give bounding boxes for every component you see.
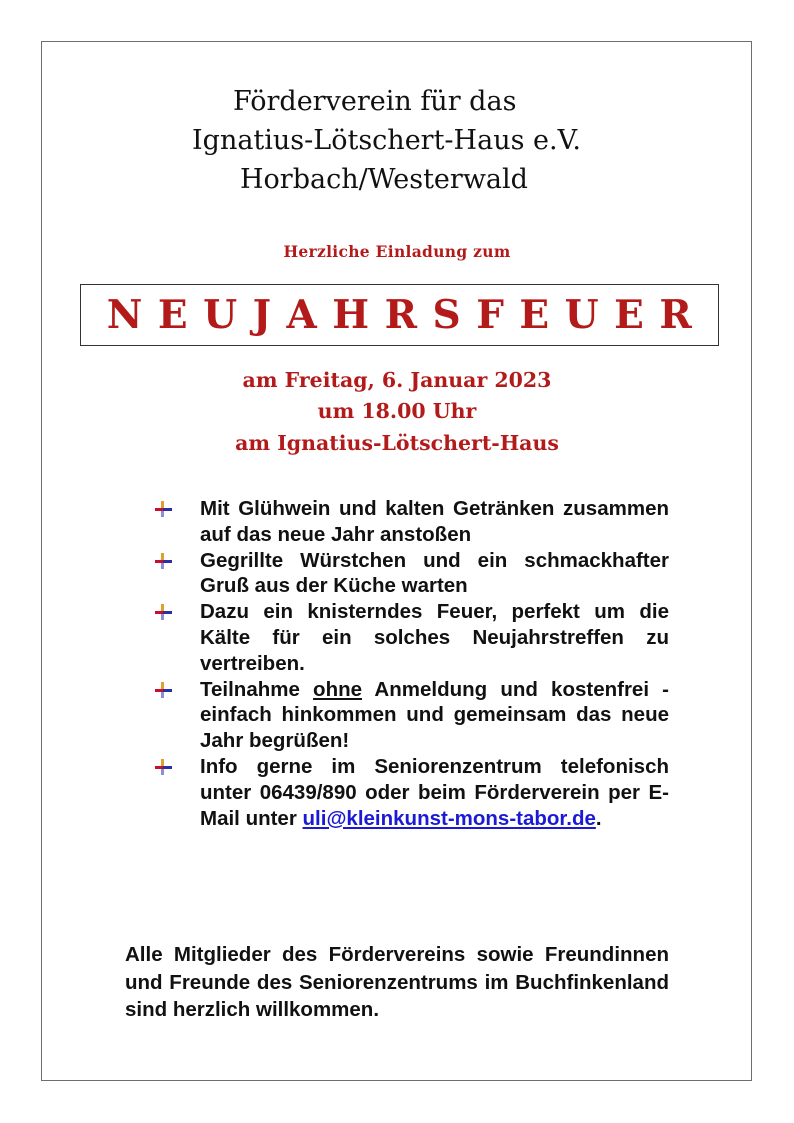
bullet-cross-icon [152, 759, 174, 775]
email-link[interactable]: uli@kleinkunst-mons-tabor.de [302, 806, 596, 830]
bullet-text-teilnahme-pre: Teilnahme [200, 677, 300, 701]
list-item [150, 548, 669, 600]
list-item [150, 677, 669, 754]
title-box [80, 284, 719, 346]
bullet-text-info: Info gerne im Seniorenzentrum telefonisch unter 06439/890 oder beim Förderverein per E-Mail unter [200, 754, 669, 830]
event-title: NEUJAHRSFEUER [106, 292, 708, 338]
bullet-text-wuerstchen: Gegrillte Würstchen und ein schmackhafter Gruß aus der Küche warten [200, 548, 669, 598]
bullet-cross-icon [152, 553, 174, 569]
bullet-cross-icon [152, 501, 174, 517]
closing-text: Alle Mitglieder des Fördervereins sowie Freundinnen und Freunde des Seniorenzentrums im Buchfinkenland sind herzlich willkommen. [125, 943, 669, 1021]
organization-line-3: Horbach/Westerwald [240, 164, 528, 195]
bullet-cross-icon [152, 682, 174, 698]
organization-line-1: Förderverein für das [233, 86, 517, 117]
bullet-text-gluehwein: Mit Glühwein und kalten Getränken zusammen auf das neue Jahr anstoßen [200, 497, 669, 546]
organization-line-2: Ignatius-Lötschert-Haus e.V. [192, 125, 581, 156]
bullet-cross-icon [152, 604, 174, 620]
list-item [150, 496, 669, 548]
list-item [150, 754, 669, 831]
bullet-text-feuer: Dazu ein knisterndes Feuer, perfekt um die Kälte für ein solches Neujahrstreffen zu vertreiben. [200, 600, 669, 675]
event-time: um 18.00 Uhr [317, 399, 477, 423]
bullet-text-teilnahme-post: Anmeldung und kostenfrei - einfach hinkommen und gemeinsam das neue Jahr begrüßen! [200, 677, 670, 753]
bullet-text-info-end: . [595, 806, 602, 830]
event-date: am Freitag, 6. Januar 2023 [242, 368, 552, 392]
bullet-list [150, 496, 669, 831]
list-item [150, 599, 669, 676]
event-place: am Ignatius-Lötschert-Haus [235, 431, 559, 455]
invitation-heading: Herzliche Einladung zum [283, 242, 511, 261]
bullet-text-teilnahme-ohne: ohne [313, 677, 363, 701]
